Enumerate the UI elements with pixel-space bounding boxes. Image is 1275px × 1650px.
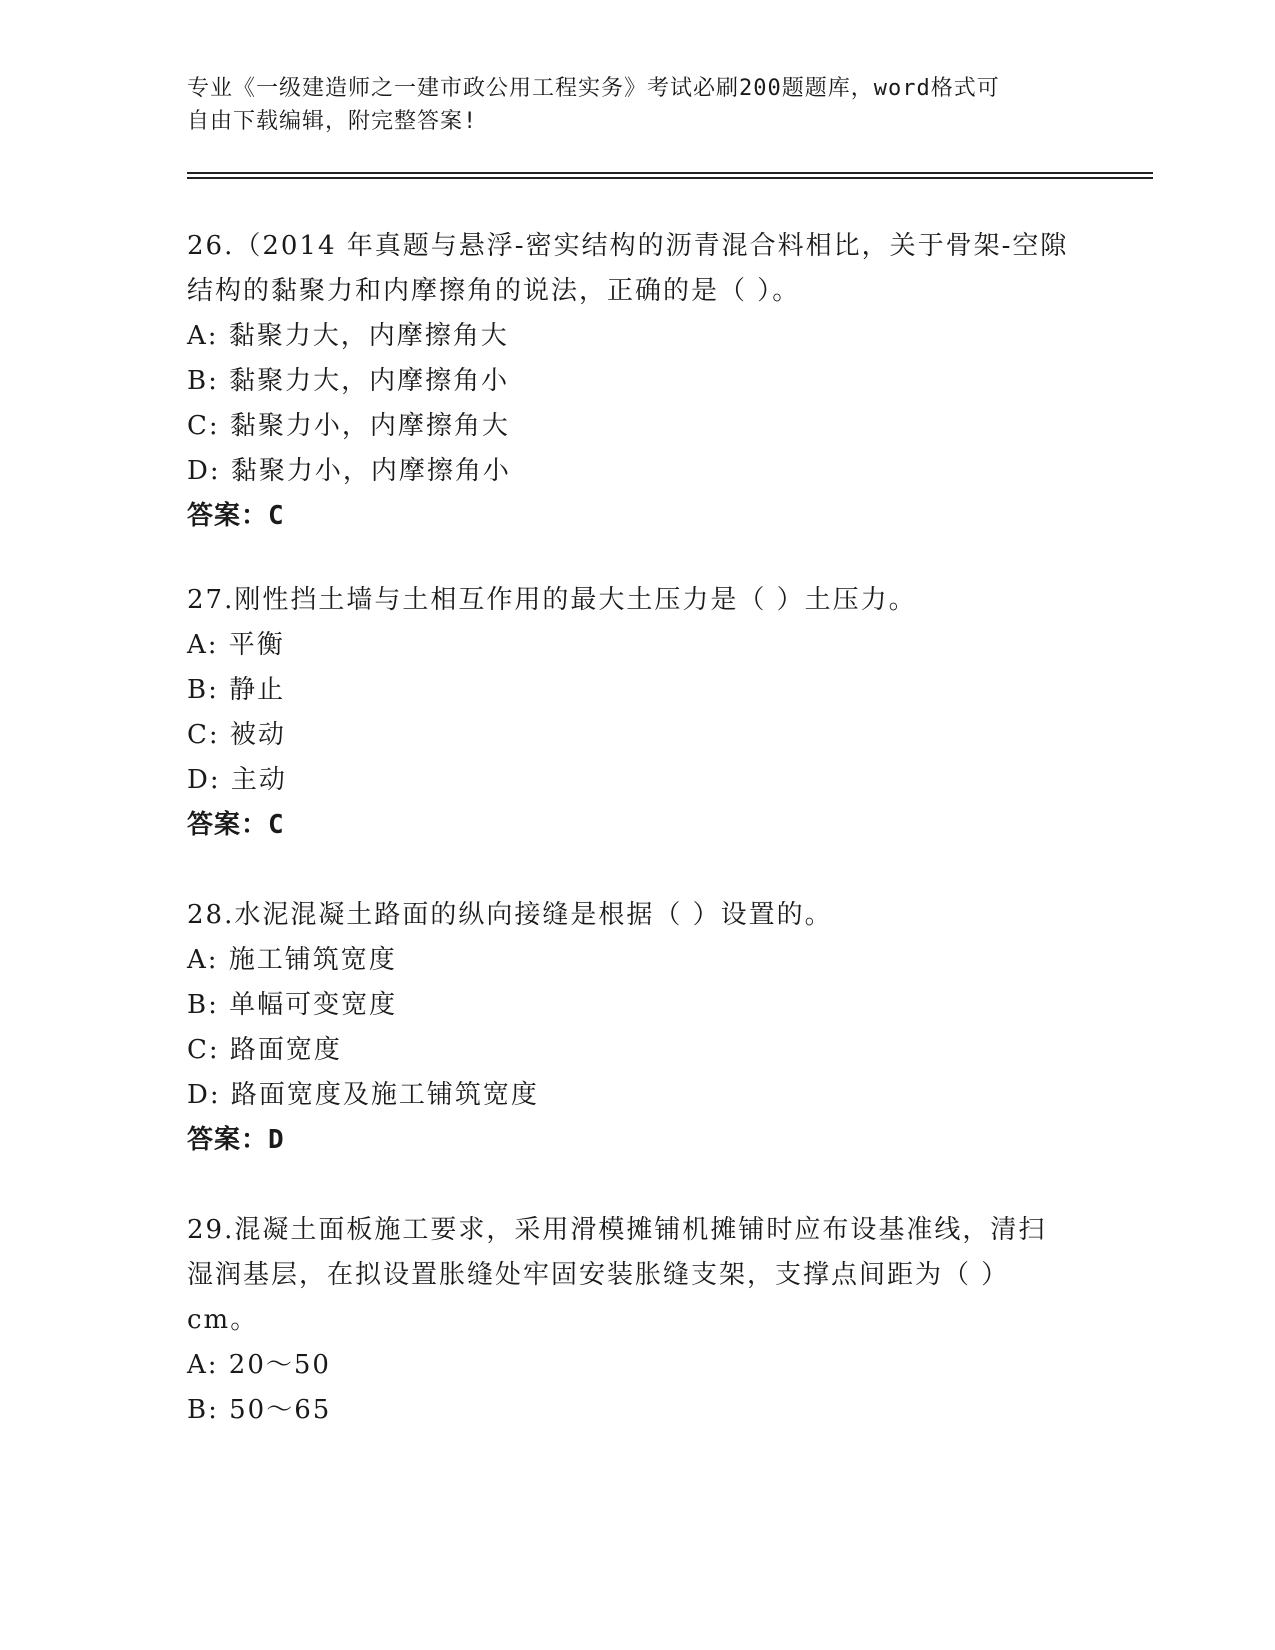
question-28 [187, 893, 1087, 1163]
option-a: A: 黏聚力大，内摩擦角大 [187, 321, 509, 351]
answer: 答案：C [187, 501, 285, 531]
question-stem-line: 27.刚性挡土墙与土相互作用的最大土压力是（ ）土压力。 [187, 585, 917, 615]
option-b: B: 静止 [187, 675, 286, 705]
header-line-2: 自由下载编辑，附完整答案! [187, 109, 478, 134]
header-divider-top [187, 172, 1153, 174]
option-b: B: 黏聚力大，内摩擦角小 [187, 366, 510, 396]
question-stem-line: 28.水泥混凝土路面的纵向接缝是根据（ ）设置的。 [187, 900, 833, 930]
question-26 [187, 224, 1087, 539]
question-27 [187, 578, 1087, 848]
answer: 答案：C [187, 810, 285, 840]
question-stem-line: 结构的黏聚力和内摩擦角的说法，正确的是（ ）。 [187, 276, 801, 306]
header-divider-bottom [187, 177, 1153, 179]
question-stem-line: 26.（2014 年真题与悬浮-密实结构的沥青混合料相比，关于骨架-空隙 [187, 231, 1069, 261]
option-a: A: 平衡 [187, 630, 285, 660]
option-a: A: 20～50 [187, 1350, 331, 1380]
option-b: B: 50～65 [187, 1395, 332, 1425]
question-stem-line: cm。 [187, 1305, 259, 1335]
question-29 [187, 1208, 1087, 1433]
question-stem-line: 湿润基层，在拟设置胀缝处牢固安装胀缝支架，支撑点间距为（ ） [187, 1260, 1010, 1290]
option-d: D: 黏聚力小，内摩擦角小 [187, 456, 511, 486]
answer: 答案：D [187, 1125, 285, 1155]
option-a: A: 施工铺筑宽度 [187, 945, 397, 975]
option-d: D: 路面宽度及施工铺筑宽度 [187, 1080, 539, 1110]
question-stem-line: 29.混凝土面板施工要求，采用滑模摊铺机摊铺时应布设基准线，清扫 [187, 1215, 1047, 1245]
option-d: D: 主动 [187, 765, 287, 795]
header-line-1: 专业《一级建造师之一建市政公用工程实务》考试必刷200题题库，word格式可 [187, 76, 1000, 101]
option-c: C: 黏聚力小，内摩擦角大 [187, 411, 510, 441]
option-c: C: 路面宽度 [187, 1035, 342, 1065]
option-c: C: 被动 [187, 720, 286, 750]
option-b: B: 单幅可变宽度 [187, 990, 398, 1020]
document-header [187, 72, 1087, 138]
